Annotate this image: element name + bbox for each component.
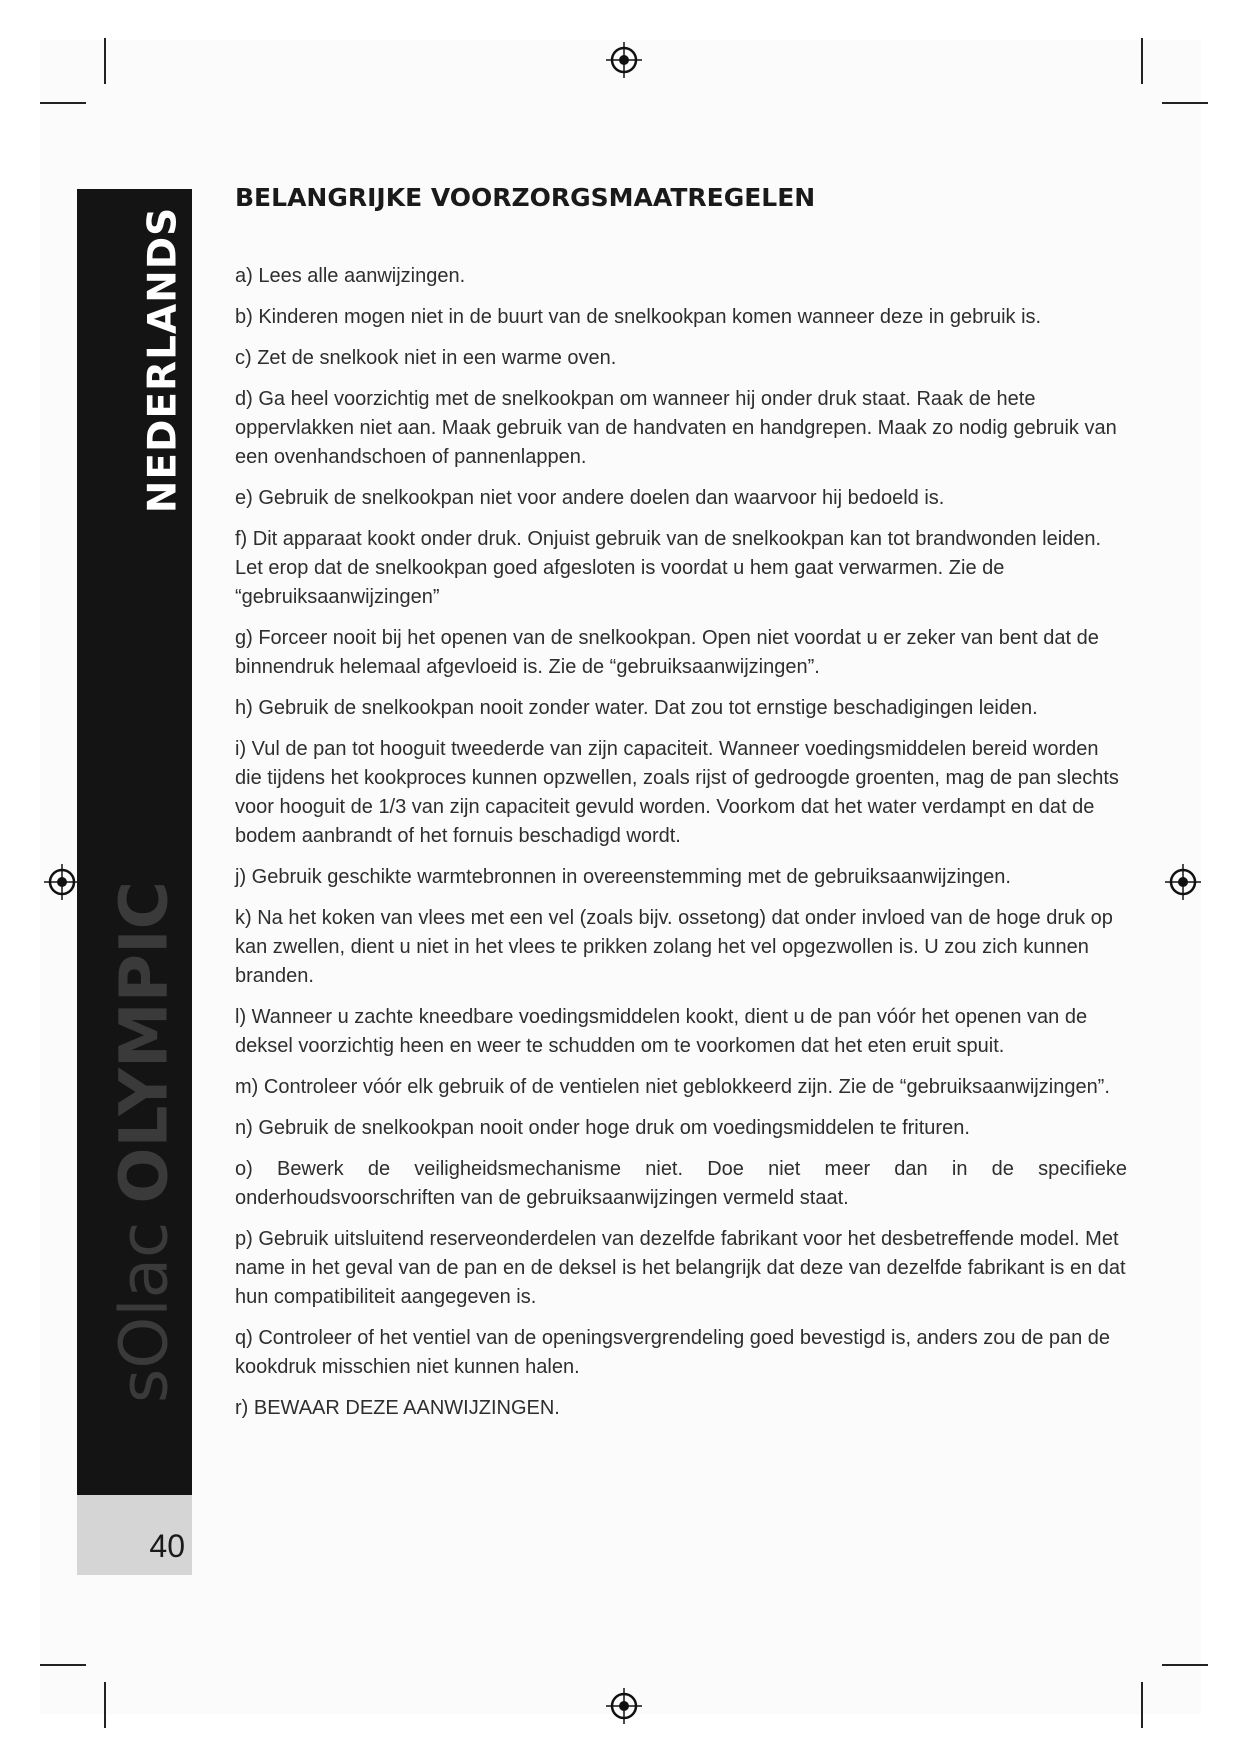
list-item: r) BEWAAR DEZE AANWIJZINGEN. [235, 1397, 560, 1419]
list-item: n) Gebruik de snelkookpan nooit onder hoge druk om voedingsmiddelen te frituren. [235, 1117, 970, 1139]
crop-mark [1141, 1682, 1143, 1728]
list-item: i) Vul de pan tot hooguit tweederde van zijn capaciteit. Wanneer voedingsmiddelen bereid worden die tijdens het kookproces kunnen opzwellen, zoals rijst of gedroogde groenten, mag de pan slechts voor hooguit de 1/3 van zijn capaciteit gevuld worden. Voorkom dat het water verdampt en dat de bodem aanbrandt of het fornuis beschadigd wordt. [235, 738, 1119, 847]
crop-mark [1141, 38, 1143, 84]
list-item: h) Gebruik de snelkookpan nooit zonder water. Dat zou tot ernstige beschadigingen leiden. [235, 697, 1038, 719]
list-item: o) Bewerk de veiligheidsmechanisme niet. Doe niet meer dan in de specifieke onderhoudsvoorschriften van de gebruiksaanwijzingen vermeld staat. [235, 1158, 1127, 1209]
list-item: e) Gebruik de snelkookpan niet voor andere doelen dan waarvoor hij bedoeld is. [235, 487, 945, 509]
list-item: p) Gebruik uitsluitend reserveonderdelen van dezelfde fabrikant voor het desbetreffende model. Met name in het geval van de pan en de deksel is het belangrijk dat deze van dezelfde fabrikant is en dat hun compatibiliteit aangegeven is. [235, 1228, 1126, 1308]
brand-logo [106, 881, 183, 1403]
list-item: m) Controleer vóór elk gebruik of de ventielen niet geblokkeerd zijn. Zie de “gebruiksaanwijzingen”. [235, 1076, 1110, 1098]
registration-mark-icon [605, 1687, 643, 1725]
list-item: f) Dit apparaat kookt onder druk. Onjuist gebruik van de snelkookpan kan tot brandwonden leiden. Let erop dat de snelkookpan goed afgesloten is voordat u hem gaat verwarmen. Zie de “gebruiksaanwijzingen” [235, 528, 1102, 608]
crop-mark [104, 38, 106, 84]
crop-mark [1162, 102, 1208, 104]
list-item: c) Zet de snelkook niet in een warme oven. [235, 347, 617, 369]
registration-mark-icon [43, 863, 81, 901]
registration-mark-icon [605, 41, 643, 79]
language-label: NEDERLANDS [140, 206, 186, 514]
list-item: q) Controleer of het ventiel van de openingsvergrendeling goed bevestigd is, anders zou de pan de kookdruk misschien niet kunnen halen. [235, 1327, 1111, 1378]
page-number: 40 [149, 1528, 185, 1564]
list-item: b) Kinderen mogen niet in de buurt van de snelkookpan komen wanneer deze in gebruik is. [235, 306, 1042, 328]
brand-prefix: sOlac [105, 1221, 183, 1404]
registration-mark-icon [1164, 863, 1202, 901]
crop-mark [104, 1682, 106, 1728]
brand-name: OLYMPIC [105, 880, 183, 1204]
list-item: l) Wanneer u zachte kneedbare voedingsmiddelen kookt, dient u de pan vóór het openen van de deksel voorzichtig heen en weer te schudden om te voorkomen dat het eten eruit spuit. [235, 1006, 1088, 1057]
list-item: d) Ga heel voorzichtig met de snelkookpan om wanneer hij onder druk staat. Raak de hete oppervlakken niet aan. Maak gebruik van de handvaten en handgrepen. Maak zo nodig gebruik van een ovenhandschoen of pannenlappen. [235, 388, 1117, 468]
crop-mark [1162, 1664, 1208, 1666]
precautions-list [235, 262, 1127, 1435]
list-item: j) Gebruik geschikte warmtebronnen in overeenstemming met de gebruiksaanwijzingen. [235, 866, 1011, 888]
page-title: BELANGRIJKE VOORZORGSMAATREGELEN [235, 183, 816, 212]
list-item: g) Forceer nooit bij het openen van de snelkookpan. Open niet voordat u er zeker van bent dat de binnendruk helemaal afgevloeid is. Zie de “gebruiksaanwijzingen”. [235, 627, 1099, 678]
list-item: k) Na het koken van vlees met een vel (zoals bijv. ossetong) dat onder invloed van de hoge druk op kan zwellen, dient u niet in het vlees te prikken zolang het vel opgezwollen is. U zou zich kunnen branden. [235, 907, 1113, 987]
crop-mark [40, 102, 86, 104]
list-item: a) Lees alle aanwijzingen. [235, 265, 466, 287]
crop-mark [40, 1664, 86, 1666]
